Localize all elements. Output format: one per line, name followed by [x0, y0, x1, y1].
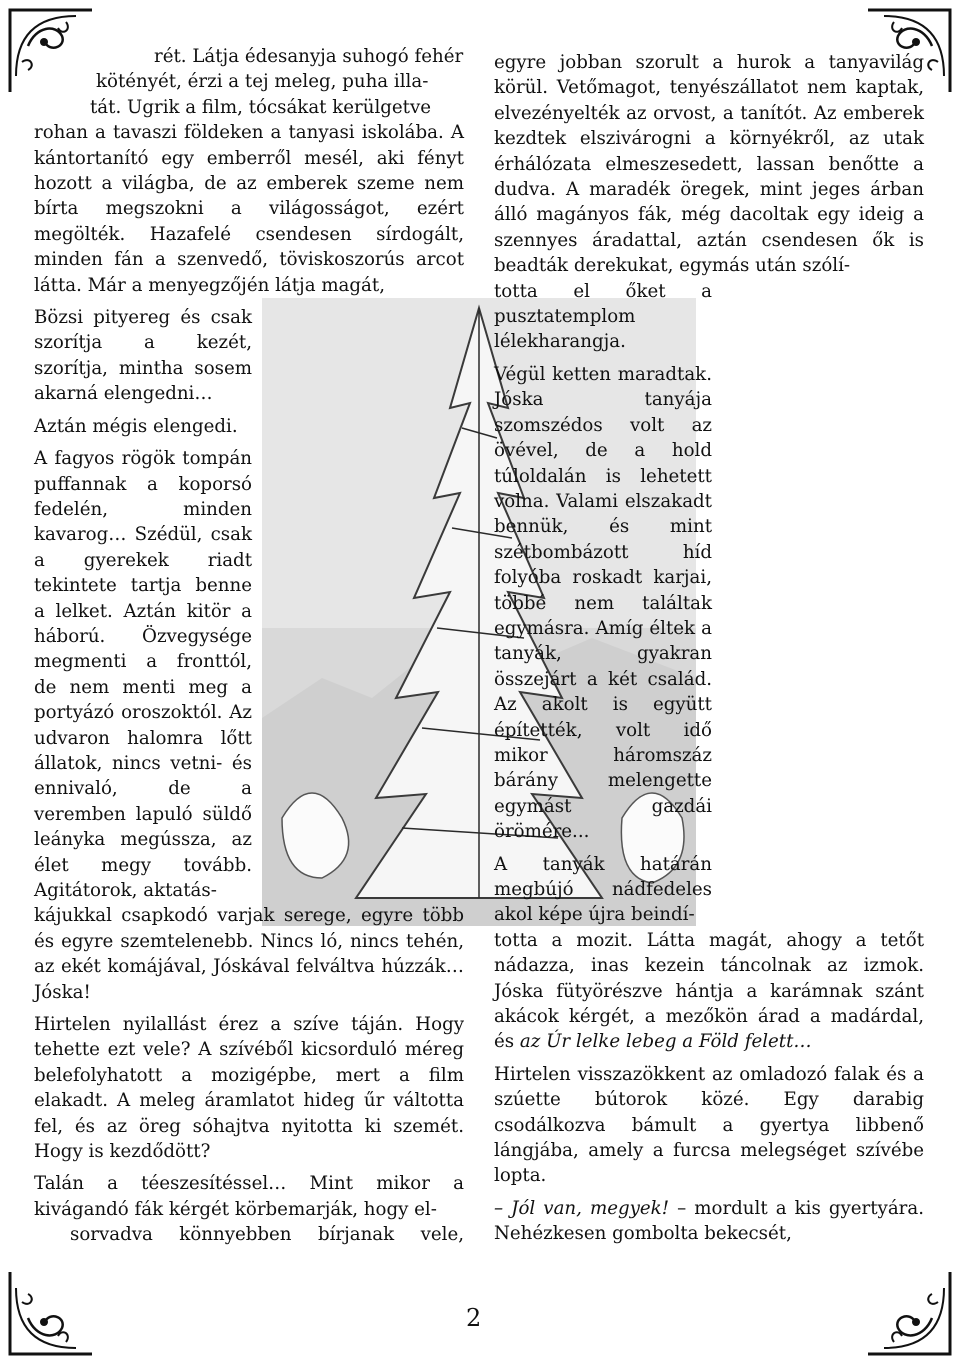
paragraph-3-body: kájukkal csapkodó varjak serege, egyre több és egyre szemtelenebb. Nincs ló, nincs tehén, az ekét komájával, Jóskával felváltva húzzák… Jóska! [34, 905, 464, 1003]
corner-ornament-bottom-left-icon [6, 1268, 96, 1358]
right-paragraph-2: Végül ketten maradtak. Jóska tanyája szomszédos volt az övével, de a hold túloldalán is lehetett volna. Valami elszakadt bennük, és mint szétbombázott híd folyóba roskadt karjai, többé nem találtak egymásra. Amíg éltek a tanyák, gyakran összejárt a két család. Az akolt is együtt építették, volt idő mikor háromszáz bárány melengette egymást gazdái örömére... [494, 363, 712, 843]
paragraph-3-narrow: A fagyos rögök tompán puffannak a koporsó fedelén, minden kavarog… Szédül, csak a gyerekek riadt tekintete tartja benne a lelket. Aztán kitör a háború. Özvegysége megmenti a fronttól, de nem menti meg a portyázó oroszoktól. Az udvaron halomra lőtt állatok, nincs vetni- és ennivaló, de a veremben lapuló süldő leányka megússza, az élet megy tovább. Agitátorok, aktatás- [34, 448, 252, 901]
right-column [494, 50, 924, 1254]
paragraph-1-narrow: Bözsi pityereg és csak szorítja a kezét, szorítja, mintha sosem akarná elengedni… [34, 307, 252, 405]
text-span: – mordult a kis gyertyára. Nehézkesen gombolta bekecsét, [494, 1197, 924, 1245]
left-column [34, 44, 464, 1248]
text-line: kötényét, érzi a tej meleg, puha illa- [96, 71, 429, 93]
paragraph-2: Aztán mégis elengedi. [34, 415, 238, 437]
right-paragraph-3-body [494, 928, 924, 1055]
right-paragraph-1: egyre jobban szorult a hurok a tanyavilág körül. Vetőmagot, tenyészállatot nem kaptak, elvezényelték az orvost, a tanítót. Az emberek kezdtek elszivárogni a környékről, az utak érhálózata elmeszesedett, lassan benőtte a dudva. A maradék öregek, mint jeges árban álló magányos fák, még dacoltak egy ideig a szennyes áradattal, aztán csendesen ők is beadták derekukat, egymás után szólí- [494, 52, 924, 277]
paragraph-5: Talán a téeszesítéssel… Mint mikor a kivágandó fák kérgét körbemarják, hogy el- [34, 1173, 464, 1220]
italic-dialogue: – Jól van, megyek! [494, 1197, 670, 1219]
right-paragraph-3-narrow: A tanyák határán megbújó nádfedeles akol képe újra beindí- [494, 853, 712, 926]
paragraph-1-body: rohan a tavaszi földeken a tanyasi iskolába. A kántortanító egy emberről mesél, aki fényt hozott a világba, de az emberek szeme nem bírta megszokni a világosságot, ezért megölték. Hazafelé csendesen sírdogált, minden fán a szenvedő, töviskoszorús arcot látta. Már a menyegzőjén látja magát, [34, 122, 464, 296]
text-line: rét. Látja édesanyja suhogó fehér [154, 46, 464, 67]
paragraph-5-last-line: sorvadva könnyebben bírjanak vele, [70, 1224, 464, 1246]
corner-ornament-bottom-right-icon [864, 1268, 954, 1358]
right-paragraph-1-narrow: totta el őket a pusztatemplom lélekharangja. [494, 280, 712, 353]
text-span: totta a mozit. Látta magát, ahogy a tetőt nádazza, inas kezein táncolnak az izmok. Jóska fütyörészve hántja a karámnak szánt akácok kérgét, a mezőkön árad a madárdal, és [494, 929, 924, 1053]
paragraph-1-lead [34, 44, 464, 120]
paragraph-4: Hirtelen nyilallást érez a szíve táján. Hogy tehette ezt vele? A szívéből kicsorduló méreg belefolyhatott a mozigépbe, mert a film elakadt. A meleg áramlatot hideg űr váltotta fel, és az öreg sóhajtva nyitotta ki szemét. Hogy is kezdődött? [34, 1014, 464, 1163]
text-line: tát. Ugrik a film, tócsákat kerülgetve [90, 96, 432, 118]
page-number: 2 [466, 1304, 482, 1332]
italic-quote: az Úr lelke lebeg a Föld felett… [519, 1031, 812, 1053]
right-paragraph-5 [494, 1196, 924, 1247]
right-paragraph-4: Hirtelen visszazökkent az omladozó falak és a szúette bútorok közé. Egy darabig csodálkozva bámult a gyertya libbenő lángjába, amely a furcsa melegséget szívébe lopta. [494, 1063, 924, 1187]
